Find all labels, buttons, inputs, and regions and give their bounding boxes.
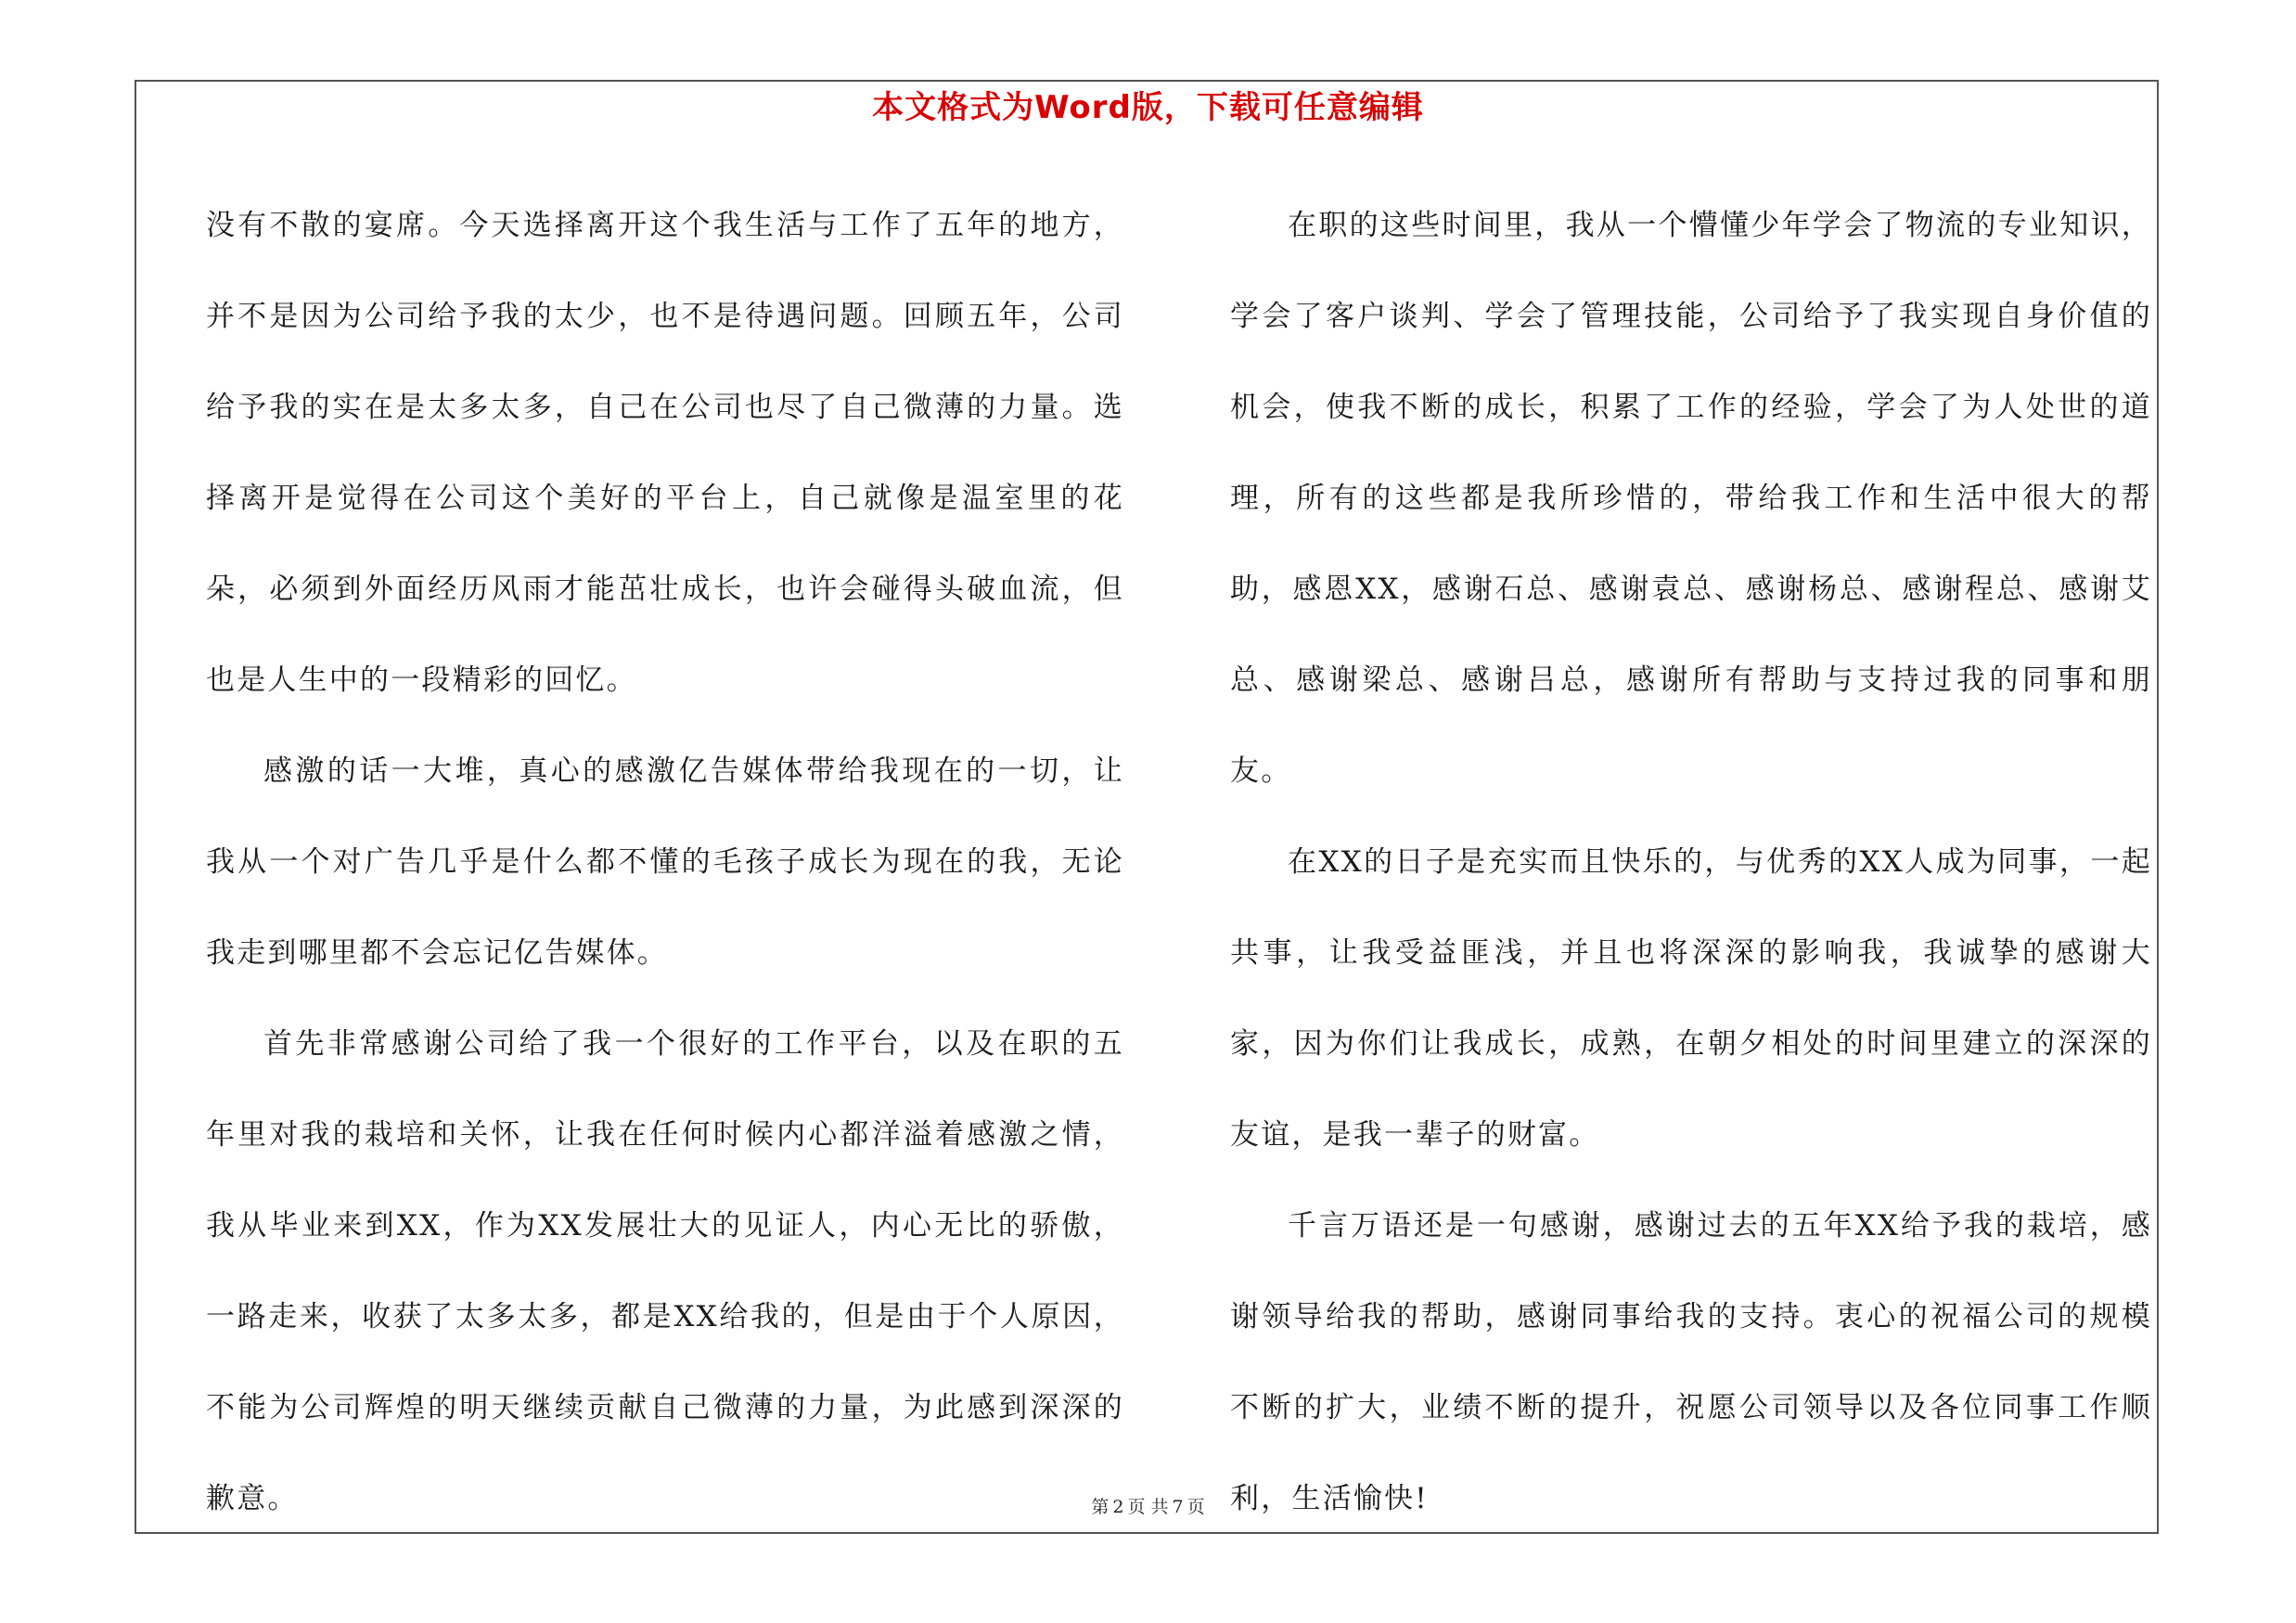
current-page-number: 2 [1112,1497,1124,1517]
footer-middle: 页 共 [1127,1497,1169,1517]
paragraph-5: 在XX的日子是充实而且快乐的，与优秀的XX人成为同事，一起共事，让我受益匪浅，并且也将深深的影响我，我诚挚的感谢大家，因为你们让我成长，成熟，在朝夕相处的时间里建立的深深的友谊，是我一辈子的财富。 [1230,845,2152,1152]
footer-prefix: 第 [1091,1497,1110,1517]
footer-suffix: 页 [1186,1497,1205,1517]
paragraph-1: 没有不散的宴席。今天选择离开这个我生活与工作了五年的地方，并不是因为公司给予我的太少，也不是待遇问题。回顾五年，公司给予我的实在是太多太多，自己在公司也尽了自己微薄的力量。选择离开是觉得在公司这个美好的平台上，自己就像是温室里的花朵，必须到外面经历风雨才能茁壮成长，也许会碰得头破血流，但也是人生中的一段精彩的回忆。 [206,209,1124,697]
right-text-column [1230,180,2152,1544]
paragraph-6: 千言万语还是一句感谢，感谢过去的五年XX给予我的栽培，感谢领导给我的帮助，感谢同事给我的支持。衷心的祝福公司的规模不断的扩大，业绩不断的提升，祝愿公司领导以及各位同事工作顺利，生活愉快! [1230,1209,2152,1515]
total-page-number: 7 [1172,1497,1184,1517]
paragraph-4: 在职的这些时间里，我从一个懵懂少年学会了物流的专业知识，学会了客户谈判、学会了管理技能，公司给予了我实现自身价值的机会，使我不断的成长，积累了工作的经验，学会了为人处世的道理，所有的这些都是我所珍惜的，带给我工作和生活中很大的帮助，感恩XX，感谢石总、感谢袁总、感谢杨总、感谢程总、感谢艾总、感谢梁总、感谢吕总，感谢所有帮助与支持过我的同事和朋友。 [1230,209,2152,788]
left-text-column [206,180,1124,1544]
format-banner: 本文格式为Word版，下载可任意编辑 [872,89,1424,126]
paragraph-3: 首先非常感谢公司给了我一个很好的工作平台，以及在职的五年里对我的栽培和关怀，让我在任何时候内心都洋溢着感激之情，我从毕业来到XX，作为XX发展壮大的见证人，内心无比的骄傲，一路走来，收获了太多太多，都是XX给我的，但是由于个人原因，不能为公司辉煌的明天继续贡献自己微薄的力量，为此感到深深的歉意。 [206,1027,1124,1515]
page-number-footer [0,1496,2296,1518]
paragraph-2: 感激的话一大堆，真心的感激亿告媒体带给我现在的一切，让我从一个对广告几乎是什么都不懂的毛孩子成长为现在的我，无论我走到哪里都不会忘记亿告媒体。 [206,754,1124,970]
